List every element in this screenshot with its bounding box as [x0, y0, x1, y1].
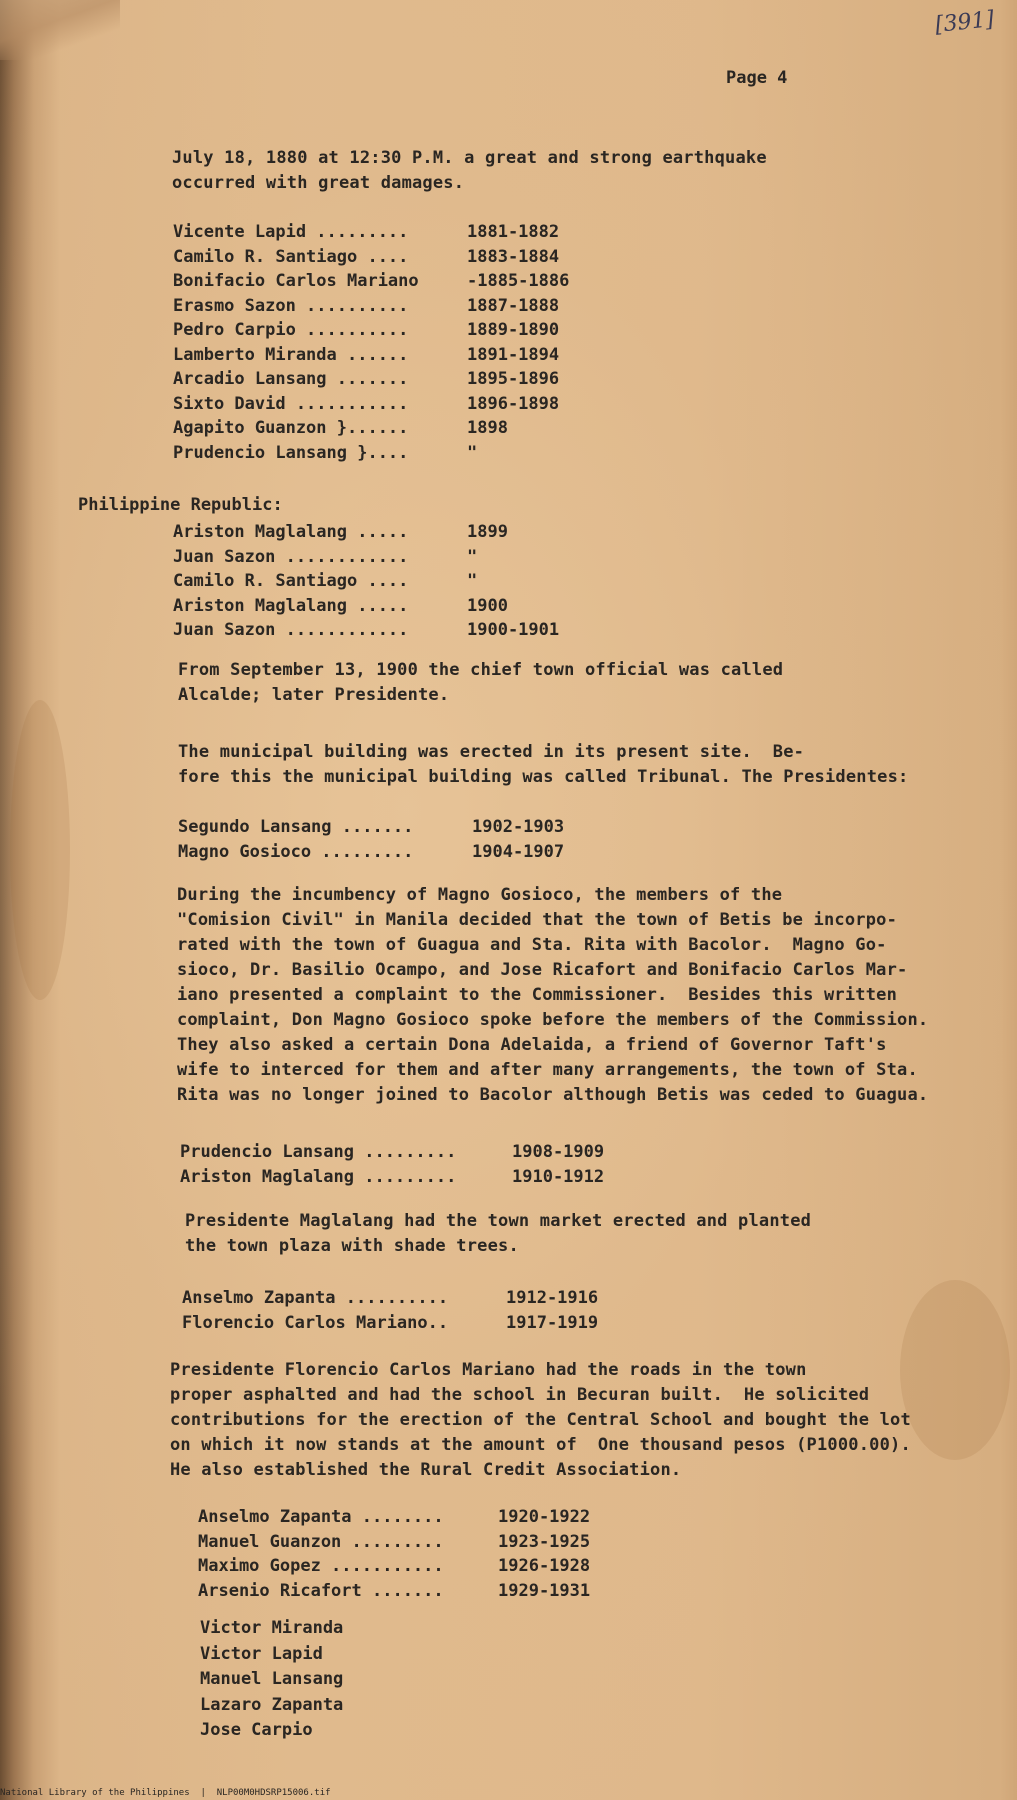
official-years: 1883-1884 — [467, 246, 560, 267]
official-row — [178, 815, 564, 840]
closing-name: Manuel Lansang — [200, 1669, 344, 1689]
official-row — [198, 1579, 590, 1604]
official-name: Camilo R. Santiago .... — [173, 571, 409, 591]
official-name: Juan Sazon ............ — [173, 620, 409, 640]
official-name: Erasmo Sazon .......... — [173, 295, 409, 316]
official-years: 1920-1922 — [498, 1507, 591, 1527]
official-name: Florencio Carlos Mariano.. — [182, 1312, 449, 1333]
official-name: Anselmo Zapanta ........ — [198, 1507, 444, 1527]
official-row — [173, 569, 559, 594]
official-row — [173, 318, 569, 343]
official-row — [173, 594, 559, 619]
official-years: -1885-1886 — [467, 271, 570, 291]
official-row — [198, 1505, 590, 1530]
official-name: Agapito Guanzon }...... — [173, 418, 409, 438]
closing-name: Victor Miranda — [200, 1618, 344, 1638]
officials-list-1920 — [198, 1505, 590, 1603]
officials-list-republic — [173, 520, 559, 643]
official-years: 1900 — [467, 595, 508, 616]
official-years: 1889-1890 — [467, 320, 560, 340]
official-row — [182, 1311, 598, 1336]
official-row — [173, 520, 559, 545]
paragraph-municipal-building: The municipal building was erected in its present site. Be- fore this the municipal building was called Tribunal. The Presidentes: — [178, 742, 909, 787]
official-years: " — [467, 571, 478, 591]
closing-name: Lazaro Zapanta — [200, 1694, 344, 1715]
official-row — [173, 392, 569, 417]
official-name: Prudencio Lansang }.... — [173, 442, 409, 463]
official-row — [173, 416, 569, 441]
official-years: 1926-1928 — [498, 1556, 591, 1576]
official-name: Prudencio Lansang ......... — [180, 1142, 457, 1162]
page-number: Page 4 — [726, 68, 788, 88]
section-heading-philippine-republic: Philippine Republic: — [78, 495, 283, 515]
official-years: 1917-1919 — [506, 1312, 599, 1333]
official-years: 1929-1931 — [498, 1580, 591, 1601]
official-row — [173, 367, 569, 392]
closing-name: Jose Carpio — [200, 1720, 313, 1740]
closing-name: Victor Lapid — [200, 1643, 323, 1664]
officials-list-presidentes — [178, 815, 564, 864]
official-name: Ariston Maglalang ..... — [173, 522, 409, 542]
official-name: Vicente Lapid ......... — [173, 222, 409, 242]
official-years: 1910-1912 — [512, 1166, 605, 1187]
official-name: Anselmo Zapanta .......... — [182, 1288, 449, 1308]
paper-stain — [900, 1280, 1010, 1460]
official-years: 1895-1896 — [467, 369, 560, 389]
paper-stain — [10, 700, 70, 1000]
official-name: Bonifacio Carlos Mariano — [173, 271, 419, 291]
official-name: Manuel Guanzon ......... — [198, 1531, 444, 1552]
official-years: 1899 — [467, 522, 508, 542]
official-row — [198, 1554, 590, 1579]
official-name: Ariston Maglalang ......... — [180, 1166, 457, 1187]
official-name: Lamberto Miranda ...... — [173, 344, 409, 365]
official-years: 1904-1907 — [472, 841, 565, 862]
archive-footer: National Library of the Philippines | NLP00M0HDSRP15006.tif — [0, 1788, 331, 1798]
archive-number-stamp: [391] — [933, 6, 996, 39]
official-row — [173, 545, 559, 570]
official-row — [173, 441, 569, 466]
paragraph-alcalde: From September 13, 1900 the chief town official was called Alcalde; later Presidente. — [178, 660, 784, 705]
official-row — [173, 269, 569, 294]
official-row — [198, 1530, 590, 1555]
official-name: Pedro Carpio .......... — [173, 320, 409, 340]
official-row — [180, 1140, 604, 1165]
official-name: Segundo Lansang ....... — [178, 817, 414, 837]
official-row — [173, 294, 569, 319]
official-name: Sixto David ........... — [173, 393, 409, 414]
official-years: 1902-1903 — [472, 817, 565, 837]
official-years: 1887-1888 — [467, 295, 560, 316]
official-name: Camilo R. Santiago .... — [173, 246, 409, 267]
official-years: 1923-1925 — [498, 1531, 591, 1552]
official-years: 1881-1882 — [467, 222, 560, 242]
official-years: 1898 — [467, 418, 508, 438]
official-row — [173, 618, 559, 643]
torn-corner — [0, 0, 120, 60]
official-row — [178, 840, 564, 865]
paragraph-florencio: Presidente Florencio Carlos Mariano had the roads in the town proper asphalted and had the school in Becuran built. He solicited contributions for the erection of the Central School and bought the lot on which it now stands at the amount of One thousand pesos (P1000.00). He also established the Rural Credit Association. — [170, 1360, 911, 1480]
official-years: 1900-1901 — [467, 620, 560, 640]
official-name: Juan Sazon ............ — [173, 546, 409, 567]
paragraph-market: Presidente Maglalang had the town market erected and planted the town plaza with shade trees. — [185, 1211, 812, 1256]
officials-list-1912 — [182, 1286, 598, 1335]
official-row — [173, 245, 569, 270]
official-name: Ariston Maglalang ..... — [173, 595, 409, 616]
official-name: Arcadio Lansang ....... — [173, 369, 409, 389]
official-row — [182, 1286, 598, 1311]
officials-list-1908 — [180, 1140, 604, 1189]
official-years: " — [467, 442, 478, 463]
official-years: 1912-1916 — [506, 1288, 599, 1308]
official-row — [173, 220, 569, 245]
official-name: Arsenio Ricafort ....... — [198, 1580, 444, 1601]
paragraph-gosioco: During the incumbency of Magno Gosioco, the members of the "Comision Civil" in Manila decided that the town of Betis be incorpo- rated with the town of Guagua and Sta. Rita with Bacolor. Magno Go- sioco, Dr. Basilio Ocampo, and Jose Ricafort and Bonifacio Carlos Mar- iano presented a complaint to the Commissioner. Besides this written complaint, Don Magno Gosioco spoke before the members of the Commission. They also asked a certain Dona Adelaida, a friend of Governor Taft's wife to interced for them and after many arrangements, the town of Sta. Rita was no longer joined to Bacolor although Betis was ceded to Guagua. — [177, 885, 929, 1105]
official-years: 1896-1898 — [467, 393, 560, 414]
official-years: 1908-1909 — [512, 1142, 605, 1162]
officials-list-spanish-era — [173, 220, 569, 465]
official-name: Magno Gosioco ......... — [178, 841, 414, 862]
official-years: " — [467, 546, 478, 567]
official-name: Maximo Gopez ........... — [198, 1556, 444, 1576]
official-years: 1891-1894 — [467, 344, 560, 365]
official-row — [180, 1165, 604, 1190]
official-row — [173, 343, 569, 368]
paragraph-earthquake: July 18, 1880 at 12:30 P.M. a great and strong earthquake occurred with great damages. — [172, 148, 767, 193]
closing-names-list — [200, 1616, 343, 1744]
